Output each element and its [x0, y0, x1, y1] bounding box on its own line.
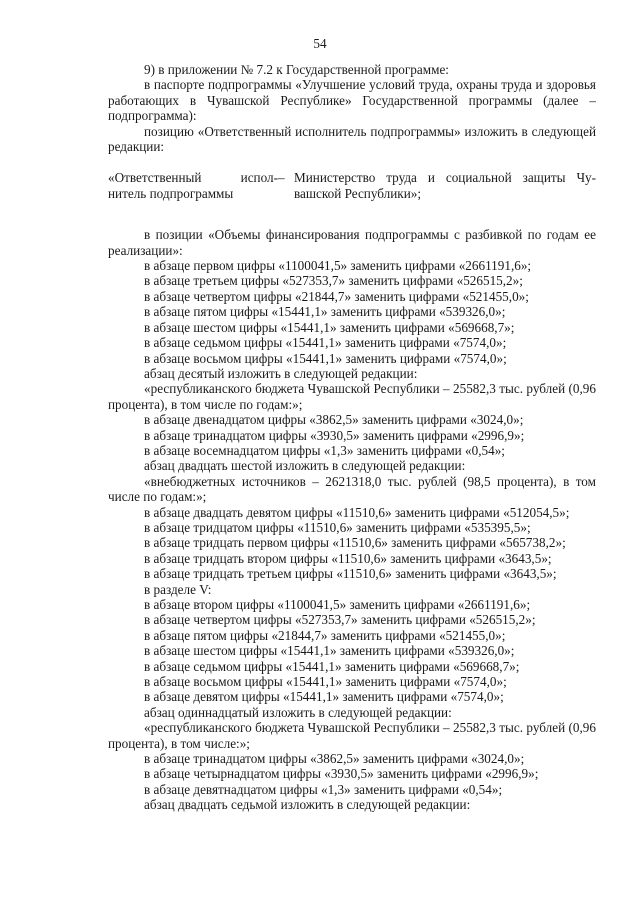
paragraph: позицию «Ответственный исполнитель подпрограммы» изложить в следующей редакции: [108, 123, 596, 155]
row-label-line: нитель подпрограммы [108, 185, 234, 201]
amendment-item: в абзаце восемнадцатом цифры «1,3» заменить цифрами «0,54»; [144, 442, 505, 458]
amendment-item: в абзаце четвертом цифры «527353,7» заменить цифрами «526515,2»; [144, 612, 536, 628]
amendment-item: в абзаце двенадцатом цифры «3862,5» заменить цифрами «3024,0»; [144, 412, 524, 428]
document-body [108, 62, 596, 813]
amendment-item: «республиканского бюджета Чувашской Республики – 25582,3 тыс. рублей (0,96 процента), в том числе по годам:»; [108, 381, 596, 412]
amendment-item: абзац одиннадцатый изложить в следующей редакции: [144, 704, 452, 720]
amendment-item: в абзаце третьем цифры «527353,7» заменить цифрами «526515,2»; [144, 273, 523, 289]
amendment-item: в абзаце девятнадцатом цифры «1,3» заменить цифрами «0,54»; [144, 781, 503, 797]
paragraph: в паспорте подпрограммы «Улучшение условий труда, охраны труда и здоровья работающих в Чувашской Республике» Государственной программы (далее – подпрограмма): [108, 77, 596, 124]
amendment-list [108, 227, 596, 812]
amendment-item: в разделе V: [144, 581, 212, 597]
row-value [294, 170, 596, 201]
row-label [108, 170, 278, 201]
amendment-item: в абзаце четвертом цифры «21844,7» заменить цифрами «521455,0»; [144, 288, 529, 304]
amendment-item: в абзаце восьмом цифры «15441,1» заменить цифрами «7574,0»; [144, 350, 507, 366]
amendment-item: в абзаце восьмом цифры «15441,1» заменить цифрами «7574,0»; [144, 674, 507, 690]
paragraph: 9) в приложении № 7.2 к Государственной программе: [144, 62, 449, 77]
amendment-item: в абзаце первом цифры «1100041,5» заменить цифрами «2661191,6»; [144, 258, 532, 274]
row-dash: – [278, 170, 285, 186]
page-number: 54 [313, 36, 327, 51]
amendment-item: в абзаце седьмом цифры «15441,1» заменить цифрами «569668,7»; [144, 658, 520, 674]
amendment-item: в абзаце шестом цифры «15441,1» заменить цифрами «569668,7»; [144, 319, 515, 335]
row-value-line: Министерство труда и социальной защиты Чу- [294, 170, 596, 186]
amendment-item: в абзаце тридцать первом цифры «11510,6» заменить цифрами «565738,2»; [144, 535, 566, 551]
amendment-item: в абзаце девятом цифры «15441,1» заменить цифрами «7574,0»; [144, 689, 504, 705]
row-value-line: вашской Республики»; [294, 185, 422, 201]
amendment-item: в абзаце пятом цифры «15441,1» заменить цифрами «539326,0»; [144, 304, 506, 320]
amendment-item: в абзаце четырнадцатом цифры «3930,5» заменить цифрами «2996,9»; [144, 766, 539, 782]
amendment-item: в абзаце тридцать третьем цифры «11510,6» заменить цифрами «3643,5»; [144, 566, 557, 582]
amendment-item: в абзаце пятом цифры «21844,7» заменить цифрами «521455,0»; [144, 627, 506, 643]
amendment-item: абзац двадцать седьмой изложить в следующей редакции: [144, 797, 471, 813]
amendment-item: в абзаце седьмом цифры «15441,1» заменить цифрами «7574,0»; [144, 335, 507, 351]
amendment-item: в абзаце тридцатом цифры «11510,6» заменить цифрами «535395,5»; [144, 519, 531, 535]
amendment-item: «внебюджетных источников – 2621318,0 тыс. рублей (98,5 процента), в том числе по годам:»; [108, 473, 596, 505]
responsible-executor-row [108, 170, 596, 201]
amendment-item: в абзаце тринадцатом цифры «3930,5» заменить цифрами «2996,9»; [144, 427, 525, 443]
amendment-item: в абзаце тринадцатом цифры «3862,5» заменить цифрами «3024,0»; [144, 751, 525, 767]
amendment-item: в абзаце двадцать девятом цифры «11510,6» заменить цифрами «512054,5»; [144, 504, 570, 520]
amendment-item: в позиции «Объемы финансирования подпрограммы с разбивкой по годам ее реализации»: [108, 227, 596, 258]
amendment-item: абзац двадцать шестой изложить в следующей редакции: [144, 458, 466, 474]
amendment-item: «республиканского бюджета Чувашской Республики – 25582,3 тыс. рублей (0,96 процента), в том числе:»; [108, 720, 596, 751]
amendment-item: в абзаце втором цифры «1100041,5» заменить цифрами «2661191,6»; [144, 597, 531, 612]
amendment-item: абзац десятый изложить в следующей редакции: [144, 365, 418, 381]
amendment-item: в абзаце тридцать втором цифры «11510,6» заменить цифрами «3643,5»; [144, 550, 552, 566]
row-label-line: «Ответственный испол- [108, 170, 278, 186]
amendment-item: в абзаце шестом цифры «15441,1» заменить цифрами «539326,0»; [144, 643, 515, 659]
